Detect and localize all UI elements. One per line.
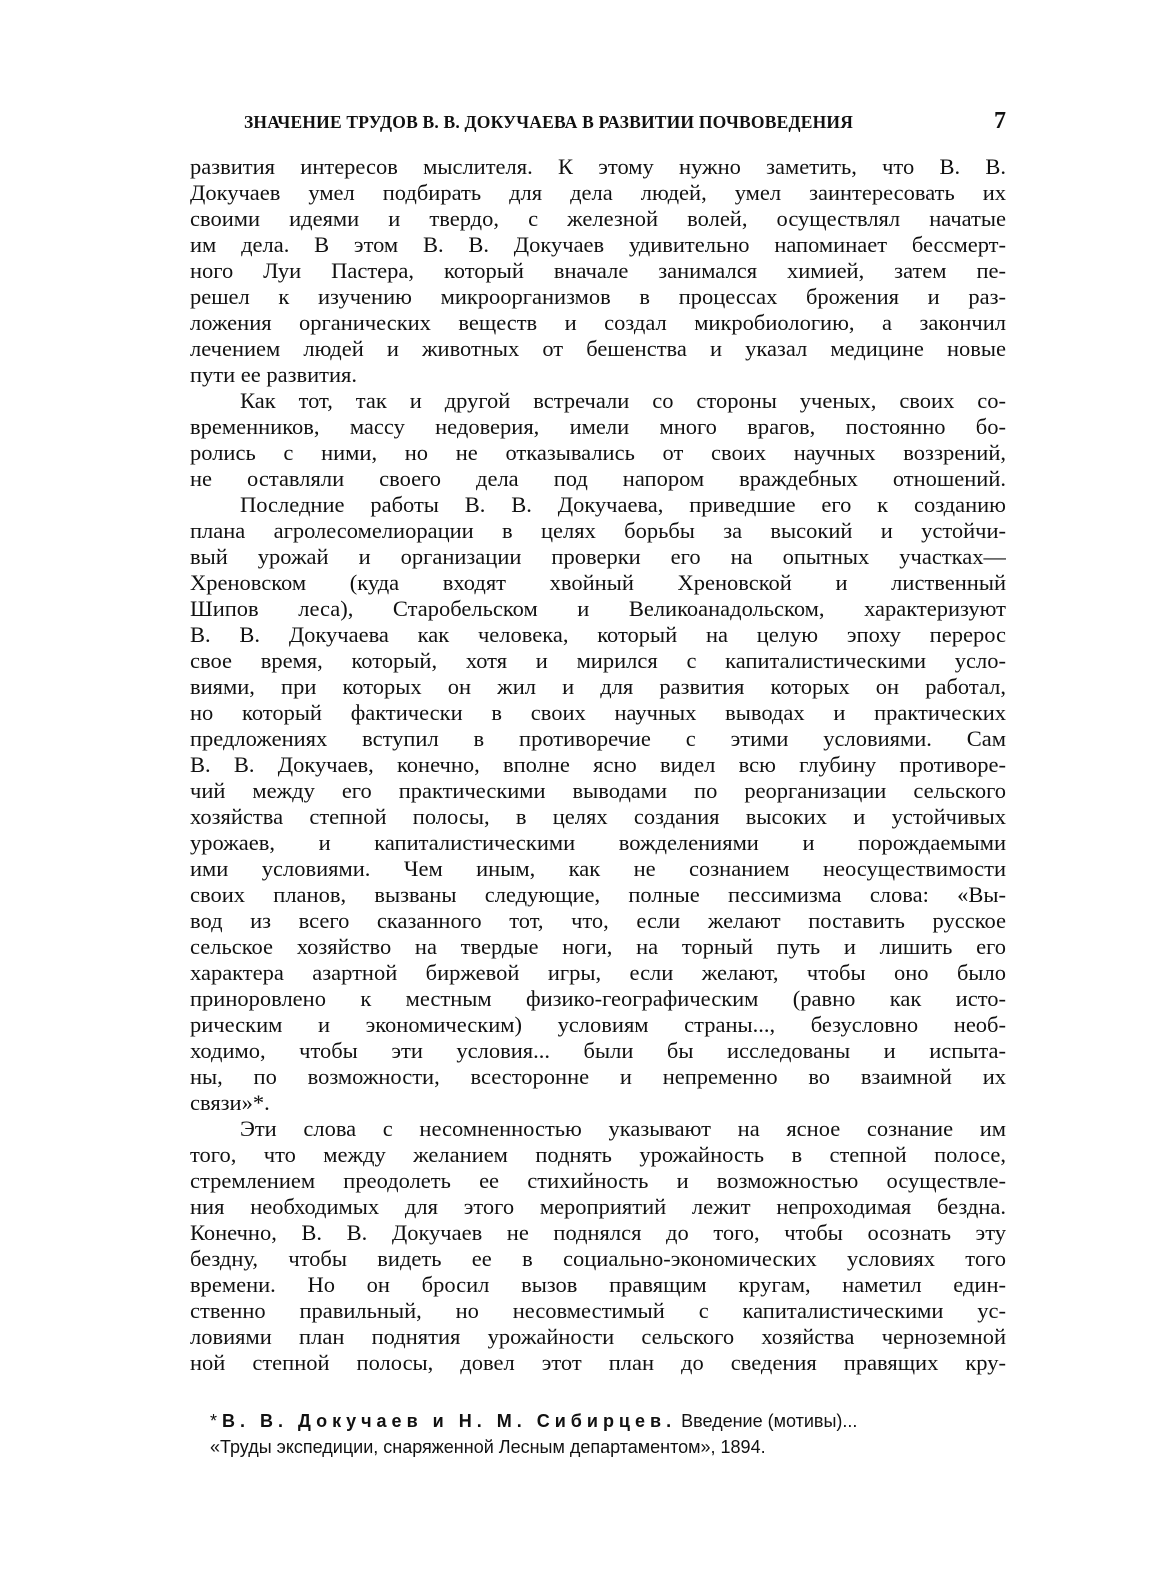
text-line: не оставляли своего дела под напором враждебных отношений. bbox=[190, 466, 1006, 491]
text-line: свое время, который, хотя и мирился с капиталистическими усло- bbox=[190, 648, 1006, 673]
text-line: стремлением преодолеть ее стихийность и возможностью осуществле- bbox=[190, 1168, 1006, 1193]
footnote-title: Введение (мотивы)... bbox=[681, 1411, 858, 1431]
text-line: ролись с ними, но не отказывались от своих научных воззрений, bbox=[190, 440, 1006, 465]
text-line: бездну, чтобы видеть ее в социально-экономических условиях того bbox=[190, 1246, 1006, 1271]
text-line: Докучаев умел подбирать для дела людей, умел заинтересовать их bbox=[190, 180, 1006, 205]
text-line: того, что между желанием поднять урожайность в степной полосе, bbox=[190, 1142, 1006, 1167]
text-line: ловиями план поднятия урожайности сельского хозяйства черноземной bbox=[190, 1324, 1006, 1349]
text-line: лечением людей и животных от бешенства и указал медицине новые bbox=[190, 336, 1006, 361]
footnote-source: «Труды экспедиции, снаряженной Лесным департаментом», 1894. bbox=[210, 1437, 766, 1457]
text-line: В. В. Докучаева как человека, который на целую эпоху перерос bbox=[190, 622, 1006, 647]
footnote bbox=[210, 1408, 1006, 1460]
text-line: ной степной полосы, довел этот план до сведения правящих кру- bbox=[190, 1350, 1006, 1375]
text-line: ственно правильный, но несовместимый с капиталистическими ус- bbox=[190, 1298, 1006, 1323]
text-line: виями, при которых он жил и для развития которых он работал, bbox=[190, 674, 1006, 699]
text-line: характера азартной биржевой игры, если желают, чтобы оно было bbox=[190, 960, 1006, 985]
text-line: ны, по возможности, всесторонне и непременно во взаимной их bbox=[190, 1064, 1006, 1089]
running-title: ЗНАЧЕНИЕ ТРУДОВ В. В. ДОКУЧАЕВА В РАЗВИТИИ ПОЧВОВЕДЕНИЯ bbox=[244, 112, 854, 132]
text-line: своими идеями и твердо, с железной волей, осуществлял начатые bbox=[190, 206, 1006, 231]
text-line: приноровлено к местным физико-географическим (равно как исто- bbox=[190, 986, 1006, 1011]
text-line: ходимо, чтобы эти условия... были бы исследованы и испыта- bbox=[190, 1038, 1006, 1063]
footnote-marker: * bbox=[210, 1411, 218, 1431]
text-line: хозяйства степной полосы, в целях создания высоких и устойчивых bbox=[190, 804, 1006, 829]
text-line: ного Луи Пастера, который вначале занимался химией, затем пе- bbox=[190, 258, 1006, 283]
page-number: 7 bbox=[994, 108, 1006, 134]
text-line: времени. Но он бросил вызов правящим кругам, наметил един- bbox=[190, 1272, 1006, 1297]
footnote-authors: В. В. Докучаев и Н. М. Сибирцев. bbox=[222, 1411, 677, 1431]
text-line: вый урожай и организации проверки его на опытных участках— bbox=[190, 544, 1006, 569]
text-line: решел к изучению микроорганизмов в процессах брожения и раз- bbox=[190, 284, 1006, 309]
text-line: Конечно, В. В. Докучаев не поднялся до того, чтобы осознать эту bbox=[190, 1220, 1006, 1245]
text-line: ложения органических веществ и создал микробиологию, а закончил bbox=[190, 310, 1006, 335]
text-line: своих планов, вызваны следующие, полные пессимизма слова: «Вы- bbox=[190, 882, 1006, 907]
book-page bbox=[190, 100, 1006, 1520]
text-line: урожаев, и капиталистическими вожделениями и порождаемыми bbox=[190, 830, 1006, 855]
text-line: но который фактически в своих научных выводах и практических bbox=[190, 700, 1006, 725]
text-line: временников, массу недоверия, имели много врагов, постоянно бо- bbox=[190, 414, 1006, 439]
text-line: рическим и экономическим) условиям страны..., безусловно необ- bbox=[190, 1012, 1006, 1037]
text-line: Последние работы В. В. Докучаева, приведшие его к созданию bbox=[240, 492, 1006, 517]
text-line: сельское хозяйство на твердые ноги, на торный путь и лишить его bbox=[190, 934, 1006, 959]
text-line: чий между его практическими выводами по реорганизации сельского bbox=[190, 778, 1006, 803]
body-text bbox=[190, 154, 1006, 1376]
running-header bbox=[244, 108, 1006, 138]
text-line: связи»*. bbox=[190, 1090, 270, 1115]
text-line: плана агролесомелиорации в целях борьбы за высокий и устойчи- bbox=[190, 518, 1006, 543]
text-line: вод из всего сказанного тот, что, если желают поставить русское bbox=[190, 908, 1006, 933]
text-line: им дела. В этом В. В. Докучаев удивительно напоминает бессмерт- bbox=[190, 232, 1006, 257]
text-line: Как тот, так и другой встречали со стороны ученых, своих со- bbox=[240, 388, 1006, 413]
footnote-line-1 bbox=[210, 1408, 1006, 1434]
text-line: Шипов леса), Старобельском и Великоанадольском, характеризуют bbox=[190, 596, 1006, 621]
text-line: предложениях вступил в противоречие с этими условиями. Сам bbox=[190, 726, 1006, 751]
text-line: Эти слова с несомненностью указывают на ясное сознание им bbox=[240, 1116, 1006, 1141]
text-line: пути ее развития. bbox=[190, 362, 358, 387]
text-line: В. В. Докучаев, конечно, вполне ясно видел всю глубину противоре- bbox=[190, 752, 1006, 777]
text-line: ния необходимых для этого мероприятий лежит непроходимая бездна. bbox=[190, 1194, 1006, 1219]
text-line: ими условиями. Чем иным, как не сознанием неосуществимости bbox=[190, 856, 1006, 881]
text-line: Хреновском (куда входят хвойный Хреновской и лиственный bbox=[190, 570, 1006, 595]
text-line: развития интересов мыслителя. К этому нужно заметить, что В. В. bbox=[190, 154, 1006, 179]
